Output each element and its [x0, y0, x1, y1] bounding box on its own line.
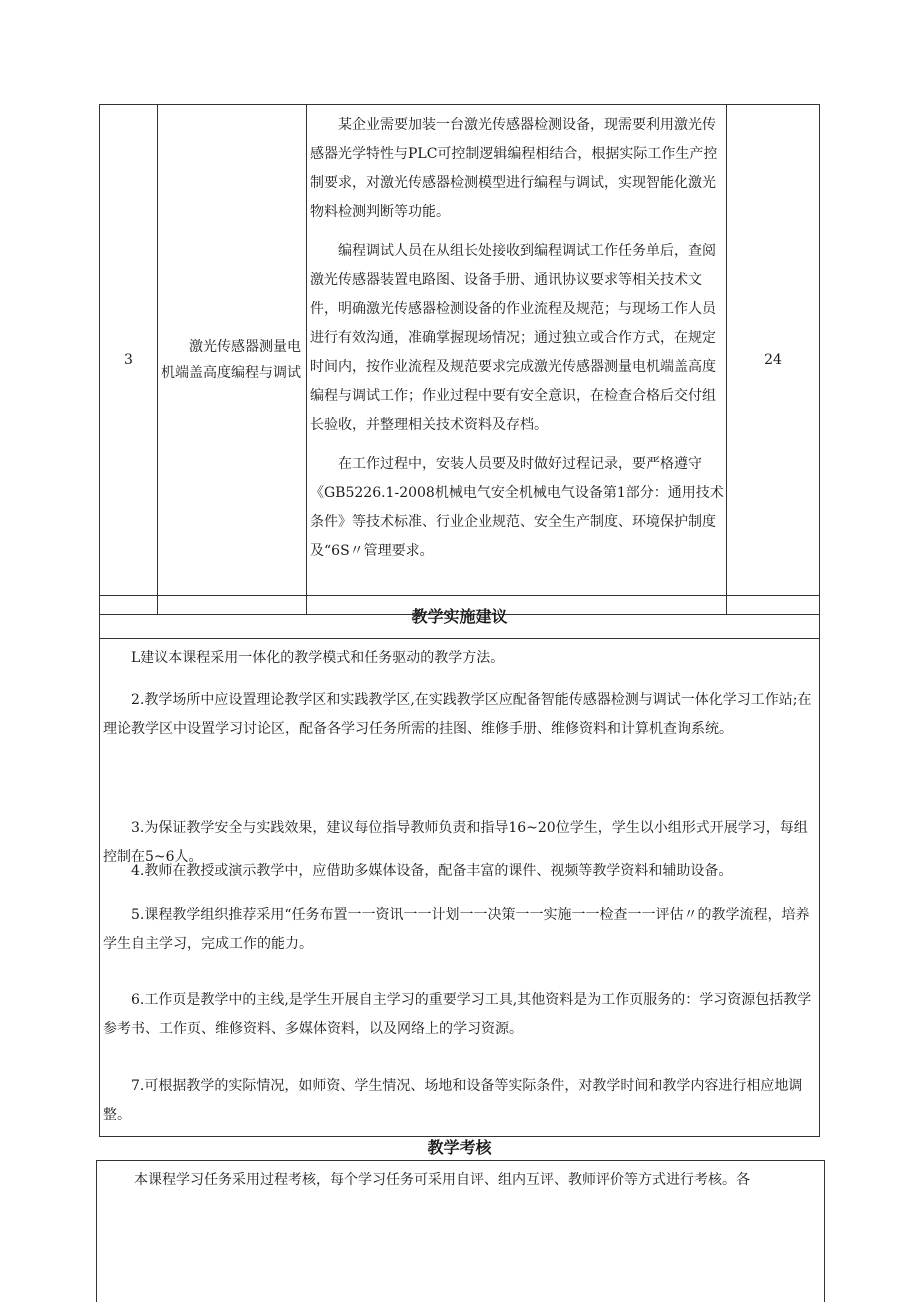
task-number: 3	[100, 105, 158, 615]
suggestion-item: L建议本课程采用一体化的教学模式和任务驱动的教学方法。	[131, 650, 505, 666]
task-description-paragraph: 编程调试人员在从组长处接收到编程调试工作任务单后，查阅激光传感器装置电路图、设备手册、通讯协议要求等相关技术文件，明确激光传感器检测设备的作业流程及规范；与现场工作人员进行有效沟通，准确掌握现场情况；通过独立或合作方式，在规定时间内，按作业流程及规范要求完成激光传感器测量电机端盖高度编程与调试工作；作业过程中要有安全意识，在检查合格后交付组长验收，并整理相关技术资料及存档。	[310, 243, 716, 433]
teaching-suggestions-box	[99, 637, 820, 1137]
suggestion-item: 5.课程教学组织推荐采用“任务布置一一资讯一一计划一一决策一一实施一一检查一一评估〃的教学流程，培养学生自主学习，完成工作的能力。	[103, 907, 810, 952]
task-description-cell	[307, 105, 727, 615]
assessment-text: 本课程学习任务采用过程考核，每个学习任务可采用自评、组内互评、教师评价等方式进行考核。各	[134, 1172, 750, 1188]
suggestion-item: 7.可根据教学的实际情况，如师资、学生情况、场地和设备等实际条件，对教学时间和教学内容进行相应地调整。	[103, 1078, 803, 1123]
assessment-box	[96, 1160, 825, 1302]
task-table	[99, 104, 820, 615]
suggestion-item: 4.教师在教授或演示教学中，应借助多媒体设备，配备丰富的课件、视频等教学资料和辅助设备。	[131, 863, 733, 879]
task-name-cell	[158, 105, 307, 615]
task-name: 激光传感器测量电机端盖高度编程与调试	[161, 338, 301, 381]
teaching-suggestions-title: 教学实施建议	[99, 595, 820, 639]
assessment-title: 教学考核	[427, 1138, 492, 1157]
suggestion-item: 2.教学场所中应设置理论教学区和实践教学区,在实践教学区应配备智能传感器检测与调试一体化学习工作站;在理论教学区中设置学习讨论区，配备各学习任务所需的挂图、维修手册、维修资料和计算机查询系统。	[103, 692, 812, 737]
suggestion-item: 6.工作页是教学中的主线,是学生开展自主学习的重要学习工具,其他资料是为工作页服务的：学习资源包括教学参考书、工作页、维修资料、多媒体资料，以及网络上的学习资源。	[103, 992, 812, 1037]
suggestion-item: 3.为保证教学安全与实践效果，建议每位指导教师负责和指导16~20位学生，学生以小组形式开展学习，每组控制在5~6人。	[103, 820, 808, 865]
task-hours: 24	[727, 105, 820, 615]
task-description-paragraph: 某企业需要加装一台激光传感器检测设备，现需要利用激光传感器光学特性与PLC可控制逻辑编程相结合，根据实际工作生产控制要求，对激光传感器检测模型进行编程与调试，实现智能化激光物料检测判断等功能。	[310, 117, 718, 220]
task-row	[100, 105, 820, 615]
task-description-paragraph: 在工作过程中，安装人员要及时做好过程记录，要严格遵守《GB5226.1-2008机械电气安全机械电气设备第1部分：通用技术条件》等技术标准、行业企业规范、安全生产制度、环境保护制度及“6S〃管理要求。	[310, 456, 724, 559]
